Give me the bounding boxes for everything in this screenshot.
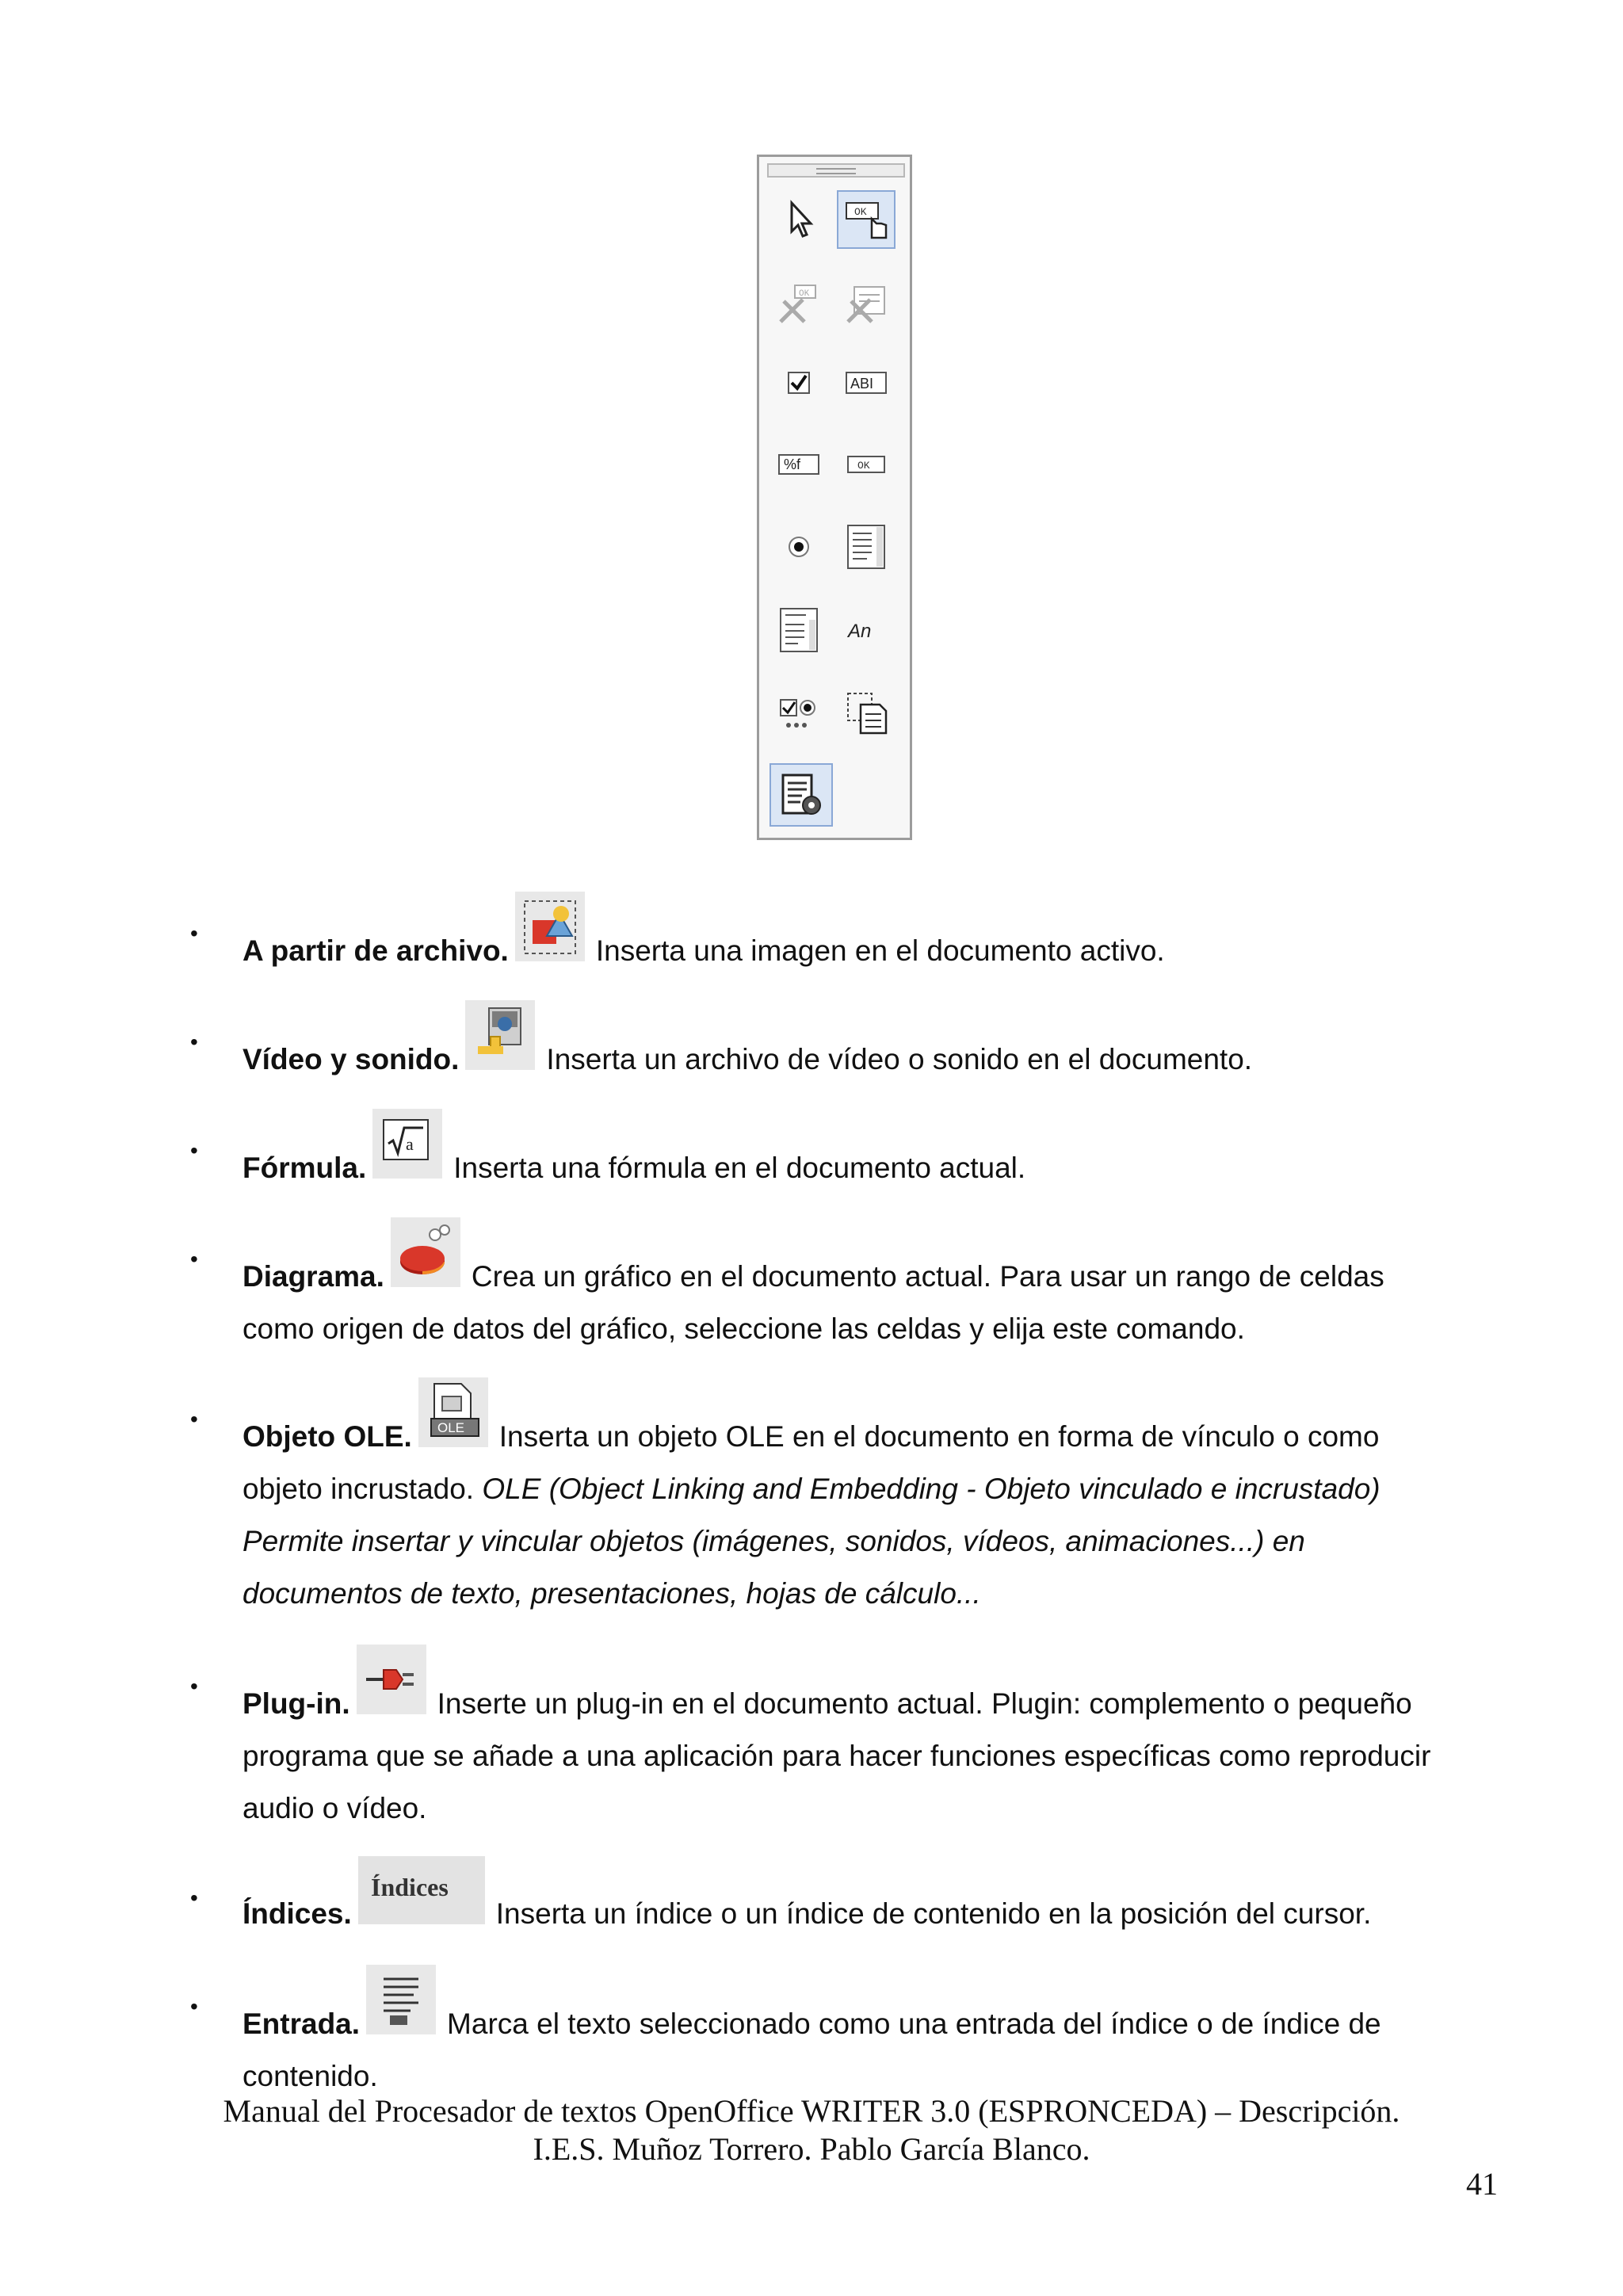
- list-item: [190, 1660, 1474, 1827]
- bullet: •: [190, 1885, 198, 1910]
- list-item: [190, 1233, 1474, 1344]
- item-description-continued: contenido.: [242, 2060, 378, 2092]
- svg-text:ABI: ABI: [850, 376, 874, 392]
- svg-text:OK: OK: [854, 206, 867, 218]
- select-pointer-icon[interactable]: [769, 190, 828, 249]
- plugin-icon[interactable]: [357, 1645, 426, 1714]
- item-description: Crea un gráfico en el documento actual. Para usar un rango de celdas: [471, 1260, 1384, 1293]
- item-term: A partir de archivo.: [242, 934, 509, 967]
- item-description: Inserta un índice o un índice de contenido en la posición del cursor.: [495, 1897, 1372, 1930]
- chart-icon[interactable]: [391, 1217, 460, 1287]
- item-term: Objeto OLE.: [242, 1420, 412, 1453]
- form-controls-toolbar: [757, 155, 912, 840]
- image-from-file-icon[interactable]: [515, 892, 585, 961]
- list-item: [190, 1016, 1474, 1075]
- video-sound-icon[interactable]: [465, 1000, 535, 1070]
- item-description: Inserta un archivo de vídeo o sonido en el documento.: [546, 1043, 1253, 1075]
- formula-icon[interactable]: [372, 1109, 442, 1179]
- list-item: [190, 907, 1474, 967]
- more-controls-icon[interactable]: [769, 684, 828, 743]
- svg-text:a: a: [406, 1134, 414, 1154]
- control-properties-icon[interactable]: [837, 276, 896, 334]
- button-icon[interactable]: [837, 434, 896, 493]
- item-description-continued: programa que se añade a una aplicación para hacer funciones específicas como reproducir: [242, 1740, 1431, 1772]
- list-item: [190, 1125, 1474, 1184]
- svg-text:OLE: OLE: [437, 1420, 464, 1435]
- page-number: 41: [1466, 2166, 1498, 2202]
- bullet: •: [190, 1994, 198, 2019]
- list-item: [190, 1981, 1474, 2092]
- item-description: Inserte un plug-in en el documento actual. Plugin: complemento o pequeño: [437, 1687, 1412, 1720]
- option-button-icon[interactable]: [769, 518, 828, 576]
- check-box-icon[interactable]: [769, 353, 828, 412]
- item-note: documentos de texto, presentaciones, hojas de cálculo...: [242, 1577, 981, 1610]
- item-term: Índices.: [242, 1897, 352, 1930]
- item-term: Entrada.: [242, 2008, 361, 2040]
- footer-title: Manual del Procesador de textos OpenOffice WRITER 3.0 (ESPRONCEDA) – Descripción.: [223, 2093, 1400, 2129]
- item-description: Inserta una imagen en el documento activo.: [595, 934, 1165, 967]
- item-description-continued: como origen de datos del gráfico, seleccione las celdas y elija este comando.: [242, 1312, 1245, 1345]
- list-box-icon[interactable]: [837, 518, 896, 576]
- text-box-icon[interactable]: [837, 353, 896, 412]
- toolbar-grip[interactable]: [767, 163, 905, 178]
- list-item: [190, 1872, 1474, 1930]
- item-description-continued: audio o vídeo.: [242, 1792, 427, 1824]
- bullet: •: [190, 1138, 198, 1163]
- item-term: Diagrama.: [242, 1260, 384, 1293]
- form-design-icon[interactable]: [837, 684, 896, 743]
- list-item: [190, 1393, 1474, 1615]
- footer-author: I.E.S. Muñoz Torrero. Pablo García Blanco.: [533, 2131, 1090, 2167]
- item-term: Vídeo y sonido.: [242, 1043, 460, 1075]
- item-description: Inserta un objeto OLE en el documento en forma de vínculo o como: [498, 1420, 1380, 1453]
- item-description: Marca el texto seleccionado como una entrada del índice o de índice de: [447, 2008, 1381, 2040]
- item-term: Plug-in.: [242, 1687, 350, 1720]
- svg-text:Índices: Índices: [370, 1873, 449, 1901]
- push-button-icon[interactable]: [837, 190, 896, 249]
- svg-text:An: An: [848, 621, 872, 642]
- item-note: OLE (Object Linking and Embedding - Objeto vinculado e incrustado): [482, 1473, 1381, 1505]
- svg-text:OK: OK: [799, 289, 810, 299]
- item-description-continued: objeto incrustado.: [242, 1473, 475, 1505]
- combo-box-icon[interactable]: [769, 601, 828, 659]
- bullet: •: [190, 1247, 198, 1271]
- ole-object-icon[interactable]: [418, 1377, 488, 1447]
- bullet: •: [190, 1030, 198, 1054]
- indices-button-icon[interactable]: [358, 1856, 485, 1924]
- index-entry-icon[interactable]: [366, 1965, 436, 2034]
- form-navigator-icon[interactable]: [769, 763, 833, 827]
- svg-text:OK: OK: [857, 460, 870, 472]
- item-note: Permite insertar y vincular objetos (imágenes, sonidos, vídeos, animaciones...) en: [242, 1525, 1305, 1557]
- bullet: •: [190, 921, 198, 946]
- label-field-icon[interactable]: [837, 601, 896, 659]
- svg-text:%f: %f: [784, 457, 801, 472]
- bullet: •: [190, 1674, 198, 1698]
- design-mode-icon[interactable]: [769, 276, 828, 334]
- item-description: Inserta una fórmula en el documento actual.: [453, 1152, 1026, 1184]
- item-term: Fórmula.: [242, 1152, 367, 1184]
- bullet: •: [190, 1407, 198, 1431]
- formatted-field-icon[interactable]: [769, 434, 828, 493]
